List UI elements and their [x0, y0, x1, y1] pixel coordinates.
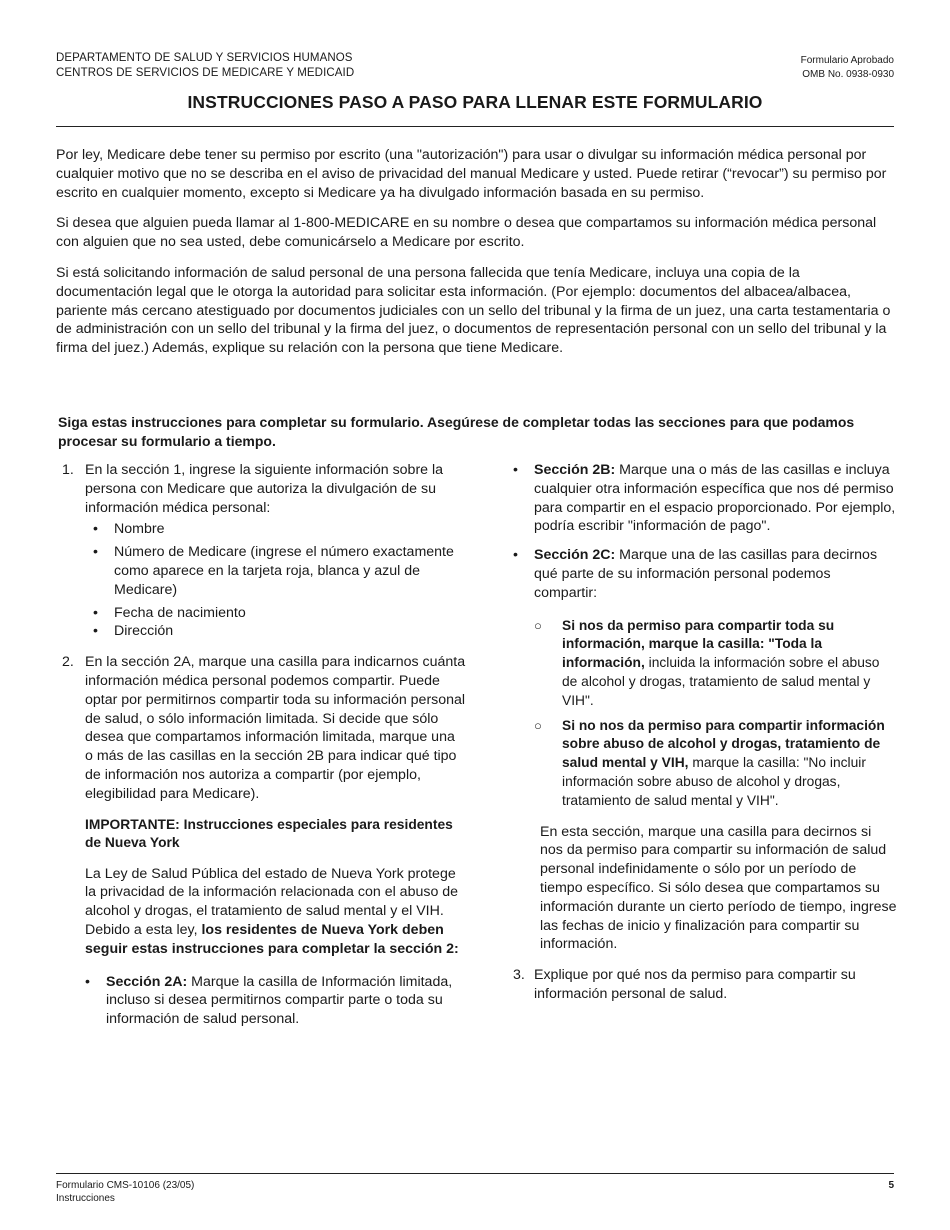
circle-bullet-icon: ○ — [534, 717, 542, 733]
item-3-text: Explique por qué nos da permiso para compartir su información personal de salud. — [534, 967, 856, 1002]
item-2-text: En la sección 2A, marque una casilla para indicarnos cuánta información médica personal podemos compartir. Puede optar por permitirnos compartir toda su información personal de salud, o sólo información limitada. Si decide que sólo desea que compartamos información limitada, marque una o más de las casillas en la sección 2B para indicar qué tipo de información nos autoriza a compartir (por ejemplo, elegibilidad para Medicare). — [85, 654, 466, 802]
bullet-icon: • — [513, 547, 518, 564]
item-number: 3. — [513, 967, 525, 984]
title-divider — [56, 126, 894, 127]
list-item — [85, 973, 466, 1029]
ny-text-emphasis: los residentes de Nueva York deben seguir estas instrucciones para completar la sección 2: — [85, 921, 459, 957]
important-heading: IMPORTANTE: Instrucciones especiales para residentes de Nueva York — [85, 816, 453, 851]
bullet-icon: • — [513, 462, 518, 478]
bullet-icon: • — [93, 623, 98, 640]
section-2b-text: Marque una o más de las casillas e incluya cualquier otra información específica que nos dé permiso para compartir en el espacio proporcionado. Por ejemplo, podría escribir "información de pago". — [534, 462, 896, 535]
bullet-icon: • — [93, 521, 98, 538]
item-1-bullet-list — [85, 520, 466, 641]
option-2-bold: Si no nos da permiso para compartir información sobre abuso de alcohol y drogas, tratamiento de salud mental y VIH, — [562, 717, 885, 771]
ny-text: La Ley de Salud Pública del estado de Nueva York protege la privacidad de la información relacionada con el abuso de alcohol y drogas, el tratamiento de salud mental y el VIH. Debido a esta ley, — [85, 865, 459, 938]
agency-header — [56, 51, 354, 81]
section-2a-instruction — [62, 973, 466, 1029]
agency-line-2: CENTROS DE SERVICIOS DE MEDICARE Y MEDICAID — [56, 67, 355, 79]
option-1-bold: Si nos da permiso para compartir toda su información, marque la casilla: "Toda la información, — [562, 617, 835, 671]
option-2-text: marque la casilla: "No incluir información sobre abuso de alcohol y drogas, tratamiento de salud mental y VIH". — [562, 755, 866, 808]
section-2b-instruction — [513, 461, 897, 536]
footer-form-id: Formulario CMS-10106 (23/05) — [56, 1180, 195, 1191]
section-2a-text: Marque la casilla de Información limitada, incluso si desea permitirnos compartir parte o toda su información de salud personal. — [106, 973, 453, 1028]
section-2a-label: Sección 2A: — [106, 973, 188, 990]
intro-paragraph-1: Por ley, Medicare debe tener su permiso por escrito (una "autorización") para usar o divulgar su información médica personal por cualquier motivo que no se describa en el aviso de privacidad del manual Medicare y usted. Puede retirar (“revocar”) su permiso por escrito en cualquier momento, excepto si Medicare ya ha divulgado información basada en su permiso. — [56, 147, 887, 201]
left-column — [62, 461, 466, 1029]
item-number: 1. — [62, 462, 74, 478]
new-york-paragraph — [62, 865, 466, 959]
agency-line-1: DEPARTAMENTO DE SALUD Y SERVICIOS HUMANOS — [56, 52, 353, 64]
bullet-icon: • — [93, 544, 98, 561]
item-1-text: En la sección 1, ingrese la siguiente información sobre la persona con Medicare que autoriza la divulgación de su información médica personal: — [85, 462, 444, 516]
option-all-information — [513, 617, 897, 711]
footer-form-kind: Instrucciones — [56, 1192, 115, 1204]
option-1-text: incluida la información sobre el abuso de alcohol y drogas, tratamiento de salud mental y VIH". — [562, 655, 880, 708]
intro-section — [56, 146, 894, 370]
section-2c-text: Marque una de las casillas para decirnos qué parte de su información personal podemos compartir: — [534, 547, 878, 601]
bullet-icon: • — [85, 973, 90, 990]
page-number: 5 — [888, 1180, 894, 1191]
list-item: • Número de Medicare (ingrese el número exactamente como aparece en la tarjeta roja, blanca y azul de Medicare) — [93, 544, 454, 598]
approval-line-1: Formulario Aprobado — [800, 55, 894, 66]
list-item: • Fecha de nacimiento — [93, 604, 246, 621]
bullet-icon: • — [93, 604, 98, 621]
list-item: • Nombre — [93, 521, 165, 538]
approval-line-2: OMB No. 0938-0930 — [802, 68, 894, 80]
instruction-item-1 — [62, 461, 466, 641]
section-2c-label: Sección 2C: — [534, 547, 616, 564]
instruction-item-3 — [513, 966, 897, 1004]
footer-form-info — [56, 1180, 194, 1205]
circle-bullet-icon: ○ — [534, 617, 542, 633]
right-column — [513, 461, 897, 1004]
section-2b-label: Sección 2B: — [534, 462, 616, 478]
footer-divider — [56, 1173, 894, 1174]
intro-paragraph-3: Si está solicitando información de salud personal de una persona fallecida que tenía Medicare, incluya una copia de la documentación legal que le otorga la autoridad para solicitar esta información. (Por ejemplo: documentos del albacea/albacea, pariente más cercano atestiguado por documentos judiciales con un sello del tribunal y la firma de un juez, una carta testamentaria o de administración con un sello del tribunal y la firma del juez, o documentos de representación personal con un sello del tribunal y la firma del juez.) Además, explique su relación con la persona que tiene Medicare. — [56, 264, 891, 357]
page-title: INSTRUCCIONES PASO A PASO PARA LLENAR ESTE FORMULARIO — [187, 92, 763, 112]
approval-header — [801, 54, 894, 81]
instruction-item-2 — [62, 653, 466, 803]
section-duration-note: En esta sección, marque una casilla para decirnos si nos da permiso para compartir su información de salud personal indefinidamente o sólo por un período de tiempo específico. Si sólo desea que compartamos su información durante un cierto período de tiempo, ingrese las fechas de inicio y finalización para compartir su información. — [540, 823, 897, 953]
item-number: 2. — [62, 654, 74, 671]
lead-instruction: Siga estas instrucciones para completar su formulario. Asegúrese de completar todas las secciones para que podamos procesar su formulario a tiempo. — [58, 414, 855, 449]
option-exclude-sensitive — [513, 717, 897, 811]
intro-paragraph-2: Si desea que alguien pueda llamar al 1-800-MEDICARE en su nombre o desea que compartamos su información médica personal con alguien que no sea usted, debe comunicárselo a Medicare por escrito. — [56, 215, 877, 251]
list-item: • Dirección — [93, 623, 174, 640]
section-2c-instruction — [513, 546, 897, 602]
